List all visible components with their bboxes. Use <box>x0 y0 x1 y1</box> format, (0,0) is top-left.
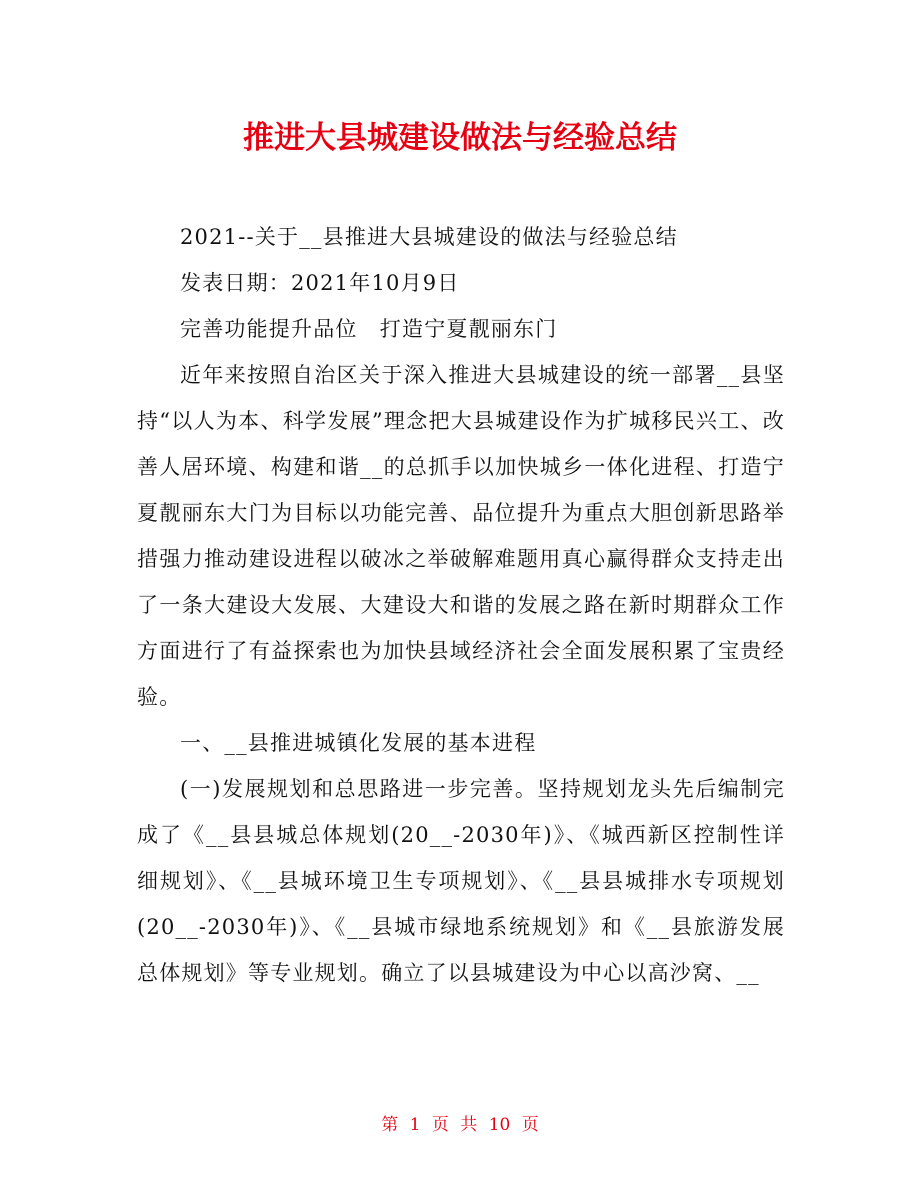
paragraph-section-body: (一)发展规划和总思路进一步完善。坚持规划龙头先后编制完成了《__县县城总体规划(20__-2030年)》、《城西新区控制性详细规划》、《__县城环境卫生专项规划》、《__县县城排水专项规划(20__-2030年)》、《__县城市绿地系统规划》和《__县旅游发展总体规划》等专业规划。确立了以县城建设为中心以高沙窝、__ <box>137 777 785 985</box>
page-number-footer: 第 1 页 共 10 页 <box>381 1115 539 1135</box>
paragraph-publish-date: 发表日期：2021年10月9日 <box>180 271 460 295</box>
document-title: 推进大县城建设做法与经验总结 <box>243 120 677 156</box>
document-body <box>137 214 785 996</box>
paragraph-intro: 近年来按照自治区关于深入推进大县城建设的统一部署__县坚持“以人为本、科学发展”理念把大县城建设作为扩城移民兴工、改善人居环境、构建和谐__的总抓手以加快城乡一体化进程、打造宁夏靓丽东大门为目标以功能完善、品位提升为重点大胆创新思路举措强力推动建设进程以破冰之举破解难题用真心赢得群众支持走出了一条大建设大发展、大建设大和谐的发展之路在新时期群众工作方面进行了有益探索也为加快县域经济社会全面发展积累了宝贵经验。 <box>137 363 785 709</box>
paragraph-heading: 完善功能提升品位 打造宁夏靓丽东门 <box>180 317 558 341</box>
paragraph-section-heading: 一、__县推进城镇化发展的基本进程 <box>180 731 537 755</box>
paragraph-subtitle: 2021--关于__县推进大县城建设的做法与经验总结 <box>180 225 678 249</box>
